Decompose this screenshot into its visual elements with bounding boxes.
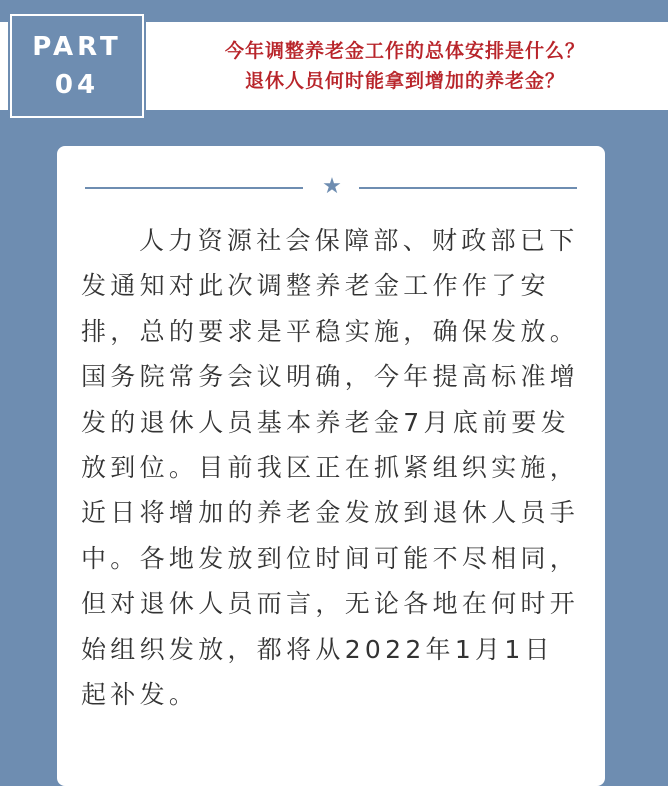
divider-line-left — [85, 187, 303, 189]
part-badge — [10, 14, 144, 118]
divider-line-right — [359, 187, 577, 189]
part-number: 04 — [54, 70, 100, 100]
question-line-1: 今年调整养老金工作的总体安排是什么？ — [224, 40, 585, 62]
star-divider — [85, 174, 577, 199]
answer-card — [57, 146, 605, 786]
part-label: PART — [32, 32, 122, 62]
section-question — [150, 22, 660, 110]
star-icon: ★ — [322, 174, 342, 199]
answer-paragraph: 人力资源社会保障部、财政部已下发通知对此次调整养老金工作作了安排，总的要求是平稳实施，确保发放。国务院常务会议明确，今年提高标准增发的退休人员基本养老金7月底前要发放到位。目前我区正在抓紧组织实施，近日将增加的养老金发放到退休人员手中。各地发放到位时间可能不尽相同，但对退休人员而言，无论各地在何时开始组织发放，都将从2022年1月1日起补发。 — [81, 226, 580, 710]
question-line-2: 退休人员何时能拿到增加的养老金？ — [244, 70, 565, 92]
